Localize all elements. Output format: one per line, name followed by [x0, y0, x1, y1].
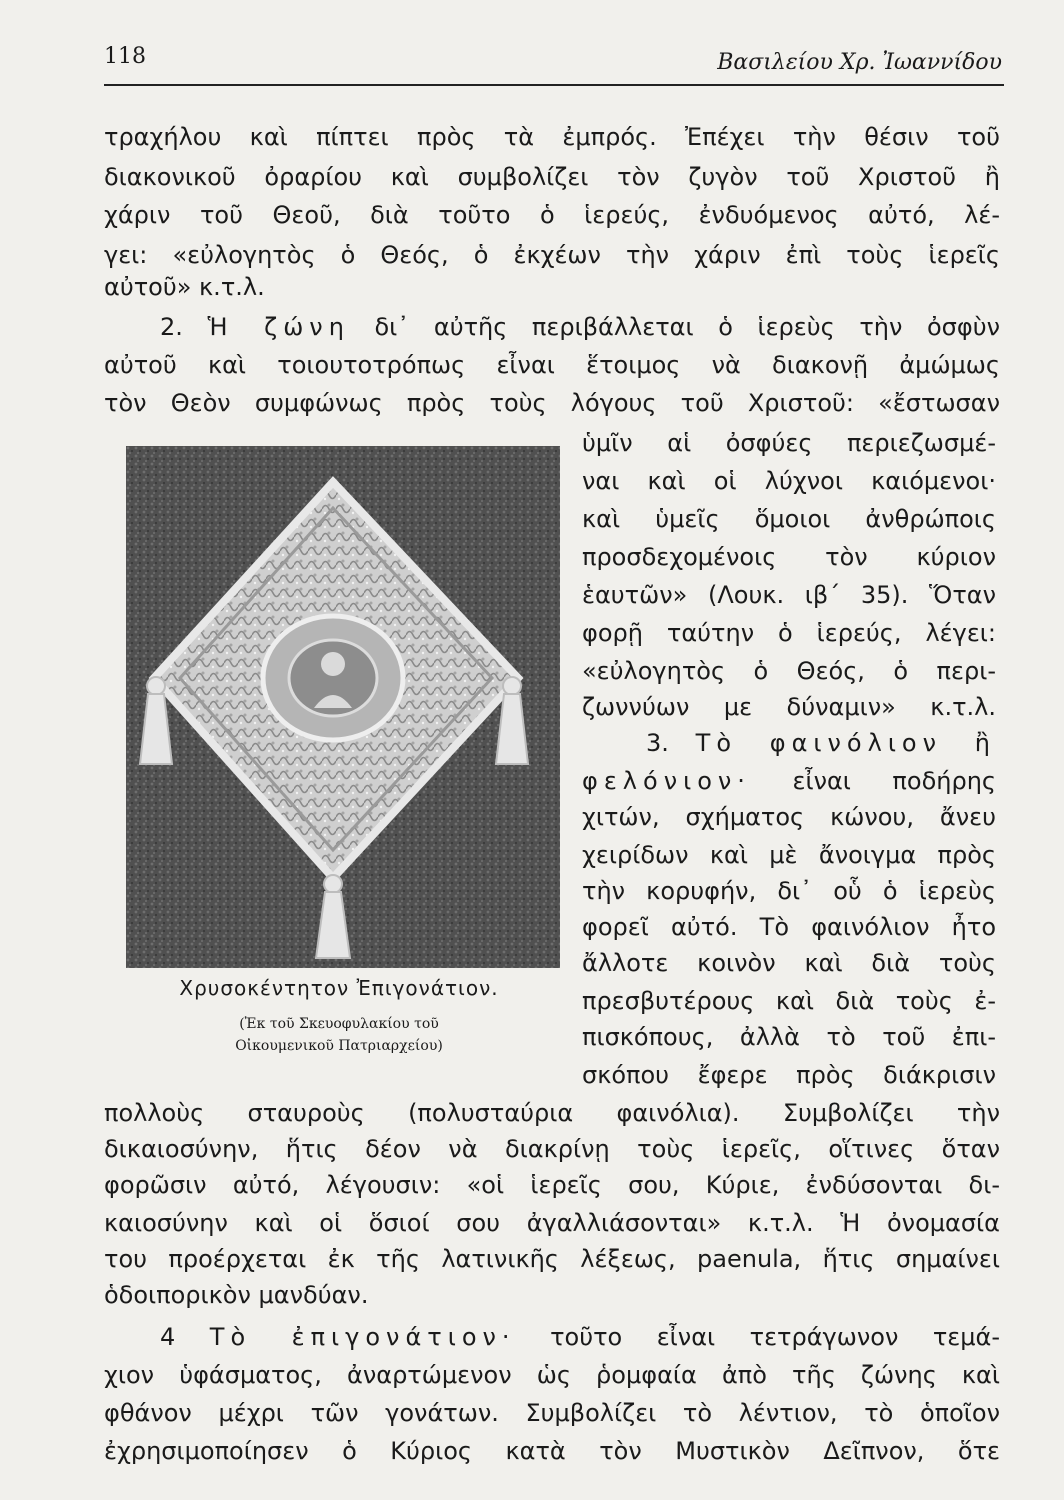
- text-line: ζωννύων με δύναμιν» κ.τ.λ.: [582, 693, 996, 721]
- section-term: Τὸ φαινόλιον ἢ: [695, 729, 996, 757]
- section-text: δι᾽ αὐτῆς περιβάλλεται ὁ ἱερεὺς τὴν ὀσφὺν: [374, 313, 1000, 341]
- text-line: φορῶσιν αὐτό, λέγουσιν: «οἱ ἱερεῖς σου, Κύριε, ἐνδύσονται δι-: [104, 1171, 1000, 1199]
- text-line: ναι καὶ οἱ λύχνοι καιόμενοι·: [582, 467, 996, 495]
- text-line: χάριν τοῦ Θεοῦ, διὰ τοῦτο ὁ ἱερεύς, ἐνδυόμενος αὐτό, λέ-: [104, 201, 1000, 229]
- section-text: εἶναι ποδήρης: [792, 767, 996, 795]
- section-term: Τὸ ἐπιγονάτιον·: [209, 1323, 516, 1351]
- epigonation-photo: [126, 446, 560, 968]
- section-2-line: [160, 312, 1000, 342]
- figure-source: Οἰκουμενικοῦ Πατριαρχείου): [235, 1038, 443, 1054]
- figure-caption: Χρυσοκέντητον Ἐπιγονάτιον.: [179, 976, 499, 1000]
- epigonation-illustration: [126, 446, 560, 968]
- text-line: χιτών, σχήματος κώνου, ἄνευ: [582, 803, 996, 831]
- text-line: πολλοὺς σταυροὺς (πολυσταύρια φαινόλια). Συμβολίζει τὴν: [104, 1099, 1000, 1127]
- text-line: του προέρχεται ἐκ τῆς λατινικῆς λέξεως, paenula, ἥτις σημαίνει: [104, 1245, 1000, 1273]
- text-line: ἐχρησιμοποίησεν ὁ Κύριος κατὰ τὸν Μυστικὸν Δεῖπνον, ὅτε: [104, 1437, 1000, 1465]
- text-line: φορεῖ αὐτό. Τὸ φαινόλιον ἦτο: [582, 913, 996, 941]
- section-text: τοῦτο εἶναι τετράγωνον τεμά-: [550, 1323, 1001, 1351]
- text-line: αὐτοῦ» κ.τ.λ.: [104, 273, 265, 301]
- text-line: γει: «εὐλογητὸς ὁ Θεός, ὁ ἐκχέων τὴν χάριν ἐπὶ τοὺς ἱερεῖς: [104, 241, 1000, 269]
- section-term: φελόνιον·: [582, 767, 751, 795]
- text-line: προσδεχομένοις τὸν κύριον: [582, 543, 996, 571]
- text-line: τραχήλου καὶ πίπτει πρὸς τὰ ἐμπρός. Ἐπέχει τὴν θέσιν τοῦ: [104, 123, 1000, 151]
- text-line: φθάνον μέχρι τῶν γονάτων. Συμβολίζει τὸ λέντιον, τὸ ὁποῖον: [104, 1399, 1000, 1427]
- running-head: Βασιλείου Χρ. Ἰωαννίδου: [717, 50, 1002, 75]
- text-line: χιον ὑφάσματος, ἀναρτώμενον ὡς ῥομφαία ἀπὸ τῆς ζώνης καὶ: [104, 1361, 1000, 1389]
- text-line: «εὐλογητὸς ὁ Θεός, ὁ περι-: [582, 657, 996, 685]
- text-line: ὁδοιπορικὸν μανδύαν.: [104, 1281, 369, 1309]
- text-line: ὑμῖν αἱ ὀσφύες περιεζωσμέ-: [582, 429, 996, 457]
- section-3-line: [646, 728, 996, 758]
- page-number: 118: [104, 44, 146, 69]
- text-line: σκόπου ἔφερε πρὸς διάκρισιν: [582, 1061, 996, 1089]
- section-number: 3.: [646, 729, 669, 757]
- figure-source: (Ἐκ τοῦ Σκευοφυλακίου τοῦ: [239, 1016, 439, 1032]
- text-line: ἄλλοτε κοινὸν καὶ διὰ τοὺς: [582, 949, 996, 977]
- text-line: καιοσύνην καὶ οἱ ὅσιοί σου ἀγαλλιάσονται» κ.τ.λ. Ἡ ὀνομασία: [104, 1209, 1000, 1237]
- section-number: 4: [160, 1323, 176, 1351]
- section-3-term-line: [582, 766, 996, 796]
- text-line: δικαιοσύνην, ἥτις δέον νὰ διακρίνῃ τοὺς ἱερεῖς, οἵτινες ὅταν: [104, 1135, 1000, 1163]
- text-line: ἑαυτῶν» (Λουκ. ιβ´ 35). Ὅταν: [582, 581, 996, 609]
- text-line: διακονικοῦ ὀραρίου καὶ συμβολίζει τὸν ζυγὸν τοῦ Χριστοῦ ἢ: [104, 163, 1000, 191]
- text-line: πισκόπους, ἀλλὰ τὸ τοῦ ἐπι-: [582, 1023, 996, 1051]
- text-line: καὶ ὑμεῖς ὅμοιοι ἀνθρώποις: [582, 505, 996, 533]
- text-line: τὸν Θεὸν συμφώνως πρὸς τοὺς λόγους τοῦ Χριστοῦ: «ἔστωσαν: [104, 389, 1000, 417]
- text-line: αὐτοῦ καὶ τοιουτοτρόπως εἶναι ἕτοιμος νὰ διακονῇ ἀμώμως: [104, 351, 1000, 379]
- section-4-line: [160, 1322, 1000, 1352]
- text-line: χειρίδων καὶ μὲ ἄνοιγμα πρὸς: [582, 841, 996, 869]
- section-number: 2.: [160, 313, 183, 341]
- section-term: Ἡ ζώνη: [207, 313, 350, 341]
- text-line: πρεσβυτέρους καὶ διὰ τοὺς ἐ-: [582, 987, 996, 1015]
- page-header: [104, 40, 1004, 86]
- text-line: φορῇ ταύτην ὁ ἱερεύς, λέγει:: [582, 619, 996, 647]
- text-line: τὴν κορυφήν, δι᾽ οὗ ὁ ἱερεὺς: [582, 877, 996, 905]
